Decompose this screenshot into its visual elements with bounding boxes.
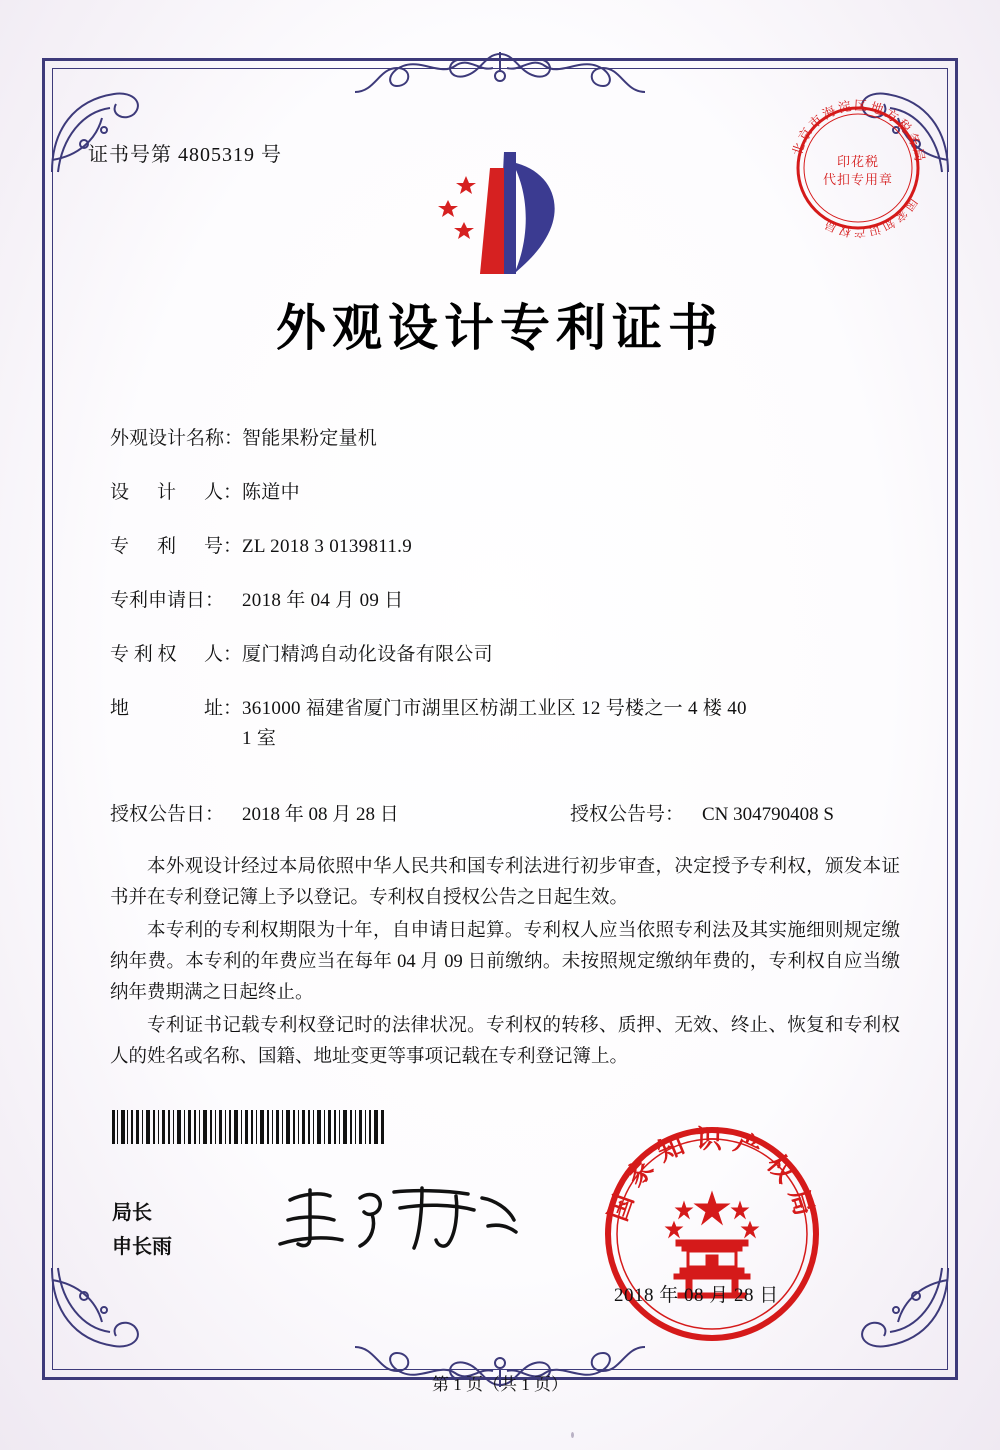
official-seal-icon: [596, 1118, 828, 1350]
document-title: 外观设计专利证书: [276, 298, 724, 357]
grant-date-label: 授权公告日：: [110, 804, 225, 825]
ornament-corner-icon: [44, 1260, 164, 1380]
field-patentee: [110, 640, 900, 670]
field-design-name: [110, 424, 900, 454]
field-label-part: 设: [110, 482, 130, 503]
field-value: ZL 2018 3 0139811.9: [242, 536, 413, 557]
field-label: [110, 478, 242, 508]
barcode: [112, 1110, 384, 1144]
certificate-number: 证书号第 4805319 号: [88, 144, 282, 166]
paper-speck: [571, 1432, 574, 1438]
field-value: 陈道中: [242, 482, 300, 503]
field-label: [110, 640, 242, 670]
field-label-part: 地: [110, 698, 130, 719]
grant-number-group: [570, 800, 834, 830]
legal-paragraph: 本外观设计经过本局依照中华人民共和国专利法进行初步审查，决定授予专利权，颁发本证书并在专利登记簿上予以登记。专利权自授权公告之日起生效。: [110, 857, 900, 908]
field-value: 2018 年 04 月 09 日: [242, 590, 404, 611]
grant-number-value: CN 304790408 S: [702, 804, 834, 825]
director-name: 申长雨: [112, 1236, 172, 1258]
ornament-top-icon: [345, 46, 655, 94]
field-label-part: 专 利 权: [110, 644, 177, 665]
ornament-corner-icon: [836, 1260, 956, 1380]
field-label-part: 计: [156, 482, 176, 503]
field-value: 厦门精鸿自动化设备有限公司: [242, 644, 493, 665]
svg-text:国家知识产权局: 国家知识产权局: [820, 195, 920, 240]
grant-announcement-row: [110, 800, 900, 830]
field-label: 专利申请日：: [110, 590, 225, 611]
patent-field-list: [110, 424, 900, 778]
legal-text-block: [110, 852, 900, 1075]
tax-stamp-icon: [778, 88, 938, 248]
field-label: [110, 694, 242, 724]
director-signature-icon: [272, 1178, 522, 1258]
field-value: 智能果粉定量机: [242, 428, 378, 449]
grant-number-label: 授权公告号：: [570, 804, 685, 825]
svg-text:印花税: 印花税: [836, 155, 880, 170]
field-value: [242, 694, 900, 754]
page-footer: 第 1 页（共 1 页）: [432, 1375, 568, 1394]
field-label-part: 利: [156, 536, 176, 557]
svg-text:国家知识产权局: 国家知识产权局: [603, 1124, 822, 1229]
field-label-part: 人：: [203, 482, 242, 503]
legal-paragraph: 专利证书记载专利权登记时的法律状况。专利权的转移、质押、无效、终止、恢复和专利权人的姓名或名称、国籍、地址变更等事项记载在专利登记簿上。: [110, 1016, 900, 1067]
grant-date-value: 2018 年 08 月 28 日: [242, 804, 399, 825]
director-block: [112, 1196, 172, 1264]
field-label-part: 人：: [203, 644, 242, 665]
seal-date: 2018 年 08 月 28 日: [614, 1285, 779, 1306]
field-value-line1: 361000 福建省厦门市湖里区枋湖工业区 12 号楼之一 4 楼 40: [242, 698, 747, 719]
field-designer: [110, 478, 900, 508]
field-label: 外观设计名称：: [110, 428, 244, 449]
grant-date-group: [110, 800, 470, 830]
svg-text:代扣专用章: 代扣专用章: [822, 173, 894, 188]
director-role-label: 局长: [112, 1202, 152, 1224]
field-value-line2: 1 室: [242, 728, 277, 749]
field-label-part: 号：: [203, 536, 242, 557]
field-address: [110, 694, 900, 754]
field-application-date: [110, 586, 900, 616]
legal-paragraph: 本专利的专利权期限为十年，自申请日起算。专利权人应当依照专利法及其实施细则规定缴纳年费。本专利的年费应当在每年 04 月 09 日前缴纳。未按照规定缴纳年费的，专利权自应当缴纳年费期满之日起终止。: [110, 921, 900, 1003]
field-label-part: 专: [110, 536, 130, 557]
field-label: [110, 532, 242, 562]
field-label-part: 址：: [203, 698, 242, 719]
cnipa-logo-icon: [420, 148, 590, 278]
svg-text:北京市海淀区地方税务局: 北京市海淀区地方税务局: [790, 98, 928, 165]
field-patent-number: [110, 532, 900, 562]
